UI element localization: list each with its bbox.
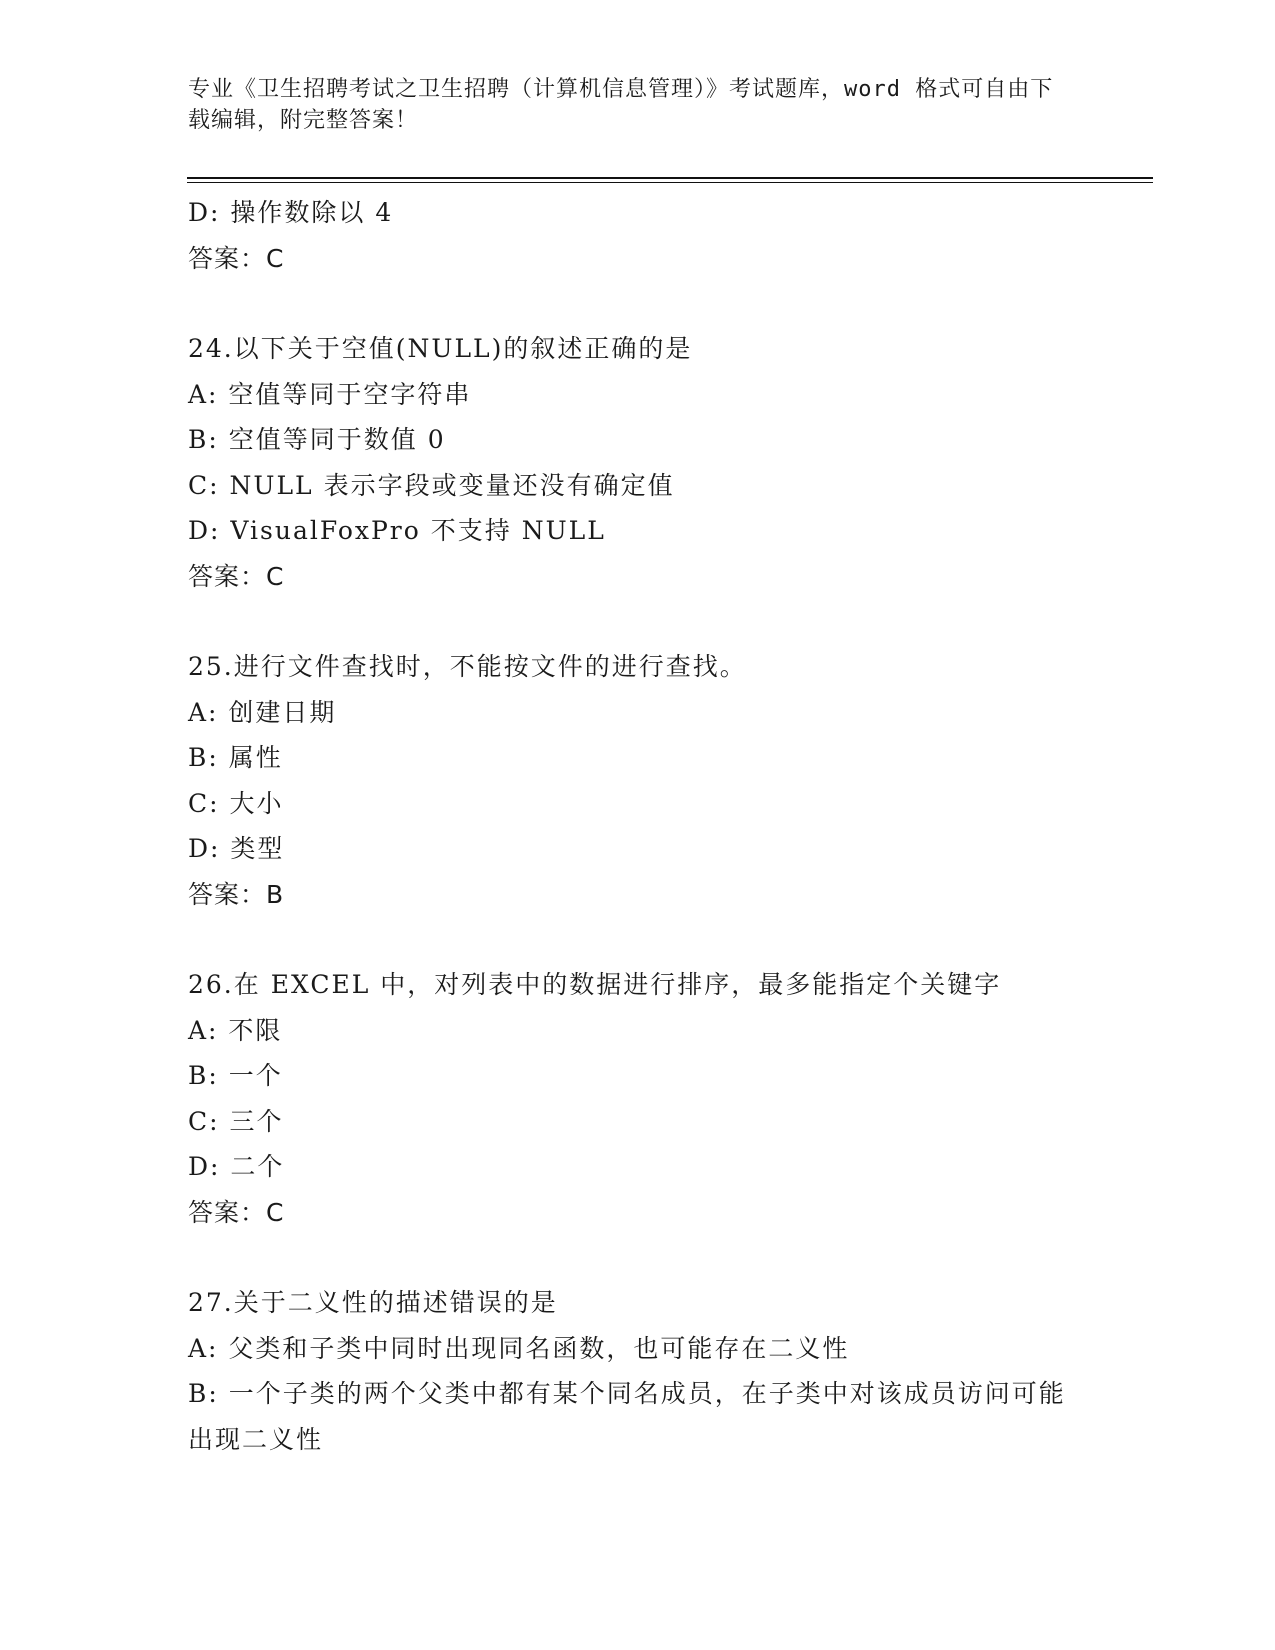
spacer [188, 281, 1088, 326]
option-c: C: NULL 表示字段或变量还没有确定值 [188, 470, 675, 500]
question-stem: 27.关于二义性的描述错误的是 [188, 1288, 558, 1317]
option-b: B: 空值等同于数值 0 [188, 425, 446, 454]
question-stem: 26.在 EXCEL 中，对列表中的数据进行排序，最多能指定个关键字 [188, 970, 1002, 999]
question-stem: 24.以下关于空值(NULL)的叙述正确的是 [188, 334, 693, 363]
option-b: B: 一个 [188, 1061, 283, 1090]
header-divider [187, 177, 1153, 179]
question-list [188, 190, 1088, 1462]
spacer [188, 599, 1088, 644]
spacer [188, 917, 1088, 962]
answer: 答案：C [188, 1197, 285, 1227]
option-c: C: 大小 [188, 788, 284, 818]
option-c: C: 三个 [188, 1106, 284, 1136]
answer: 答案：B [188, 879, 285, 909]
header-divider-thin [187, 182, 1153, 183]
spacer [188, 1235, 1088, 1280]
option-a: A: 父类和子类中同时出现同名函数，也可能存在二义性 [188, 1333, 850, 1363]
option-a: A: 创建日期 [188, 697, 337, 727]
page-header: 专业《卫生招聘考试之卫生招聘（计算机信息管理）》考试题库，word 格式可自由下载编辑，附完整答案！ [188, 77, 1054, 133]
option-a: A: 空值等同于空字符串 [188, 379, 472, 409]
option-b: B: 一个子类的两个父类中都有某个同名成员，在子类中对该成员访问可能出现二义性 [188, 1379, 1066, 1454]
answer: 答案：C [188, 561, 285, 591]
option-b: B: 属性 [188, 743, 283, 772]
option-d: D: 操作数除以 4 [188, 198, 394, 227]
option-d: D: 类型 [188, 834, 285, 863]
answer: 答案：C [188, 243, 285, 273]
question-stem: 25.进行文件查找时，不能按文件的进行查找。 [188, 652, 747, 681]
option-d: D: VisualFoxPro 不支持 NULL [188, 516, 606, 545]
option-a: A: 不限 [188, 1015, 283, 1045]
option-d: D: 二个 [188, 1152, 285, 1181]
